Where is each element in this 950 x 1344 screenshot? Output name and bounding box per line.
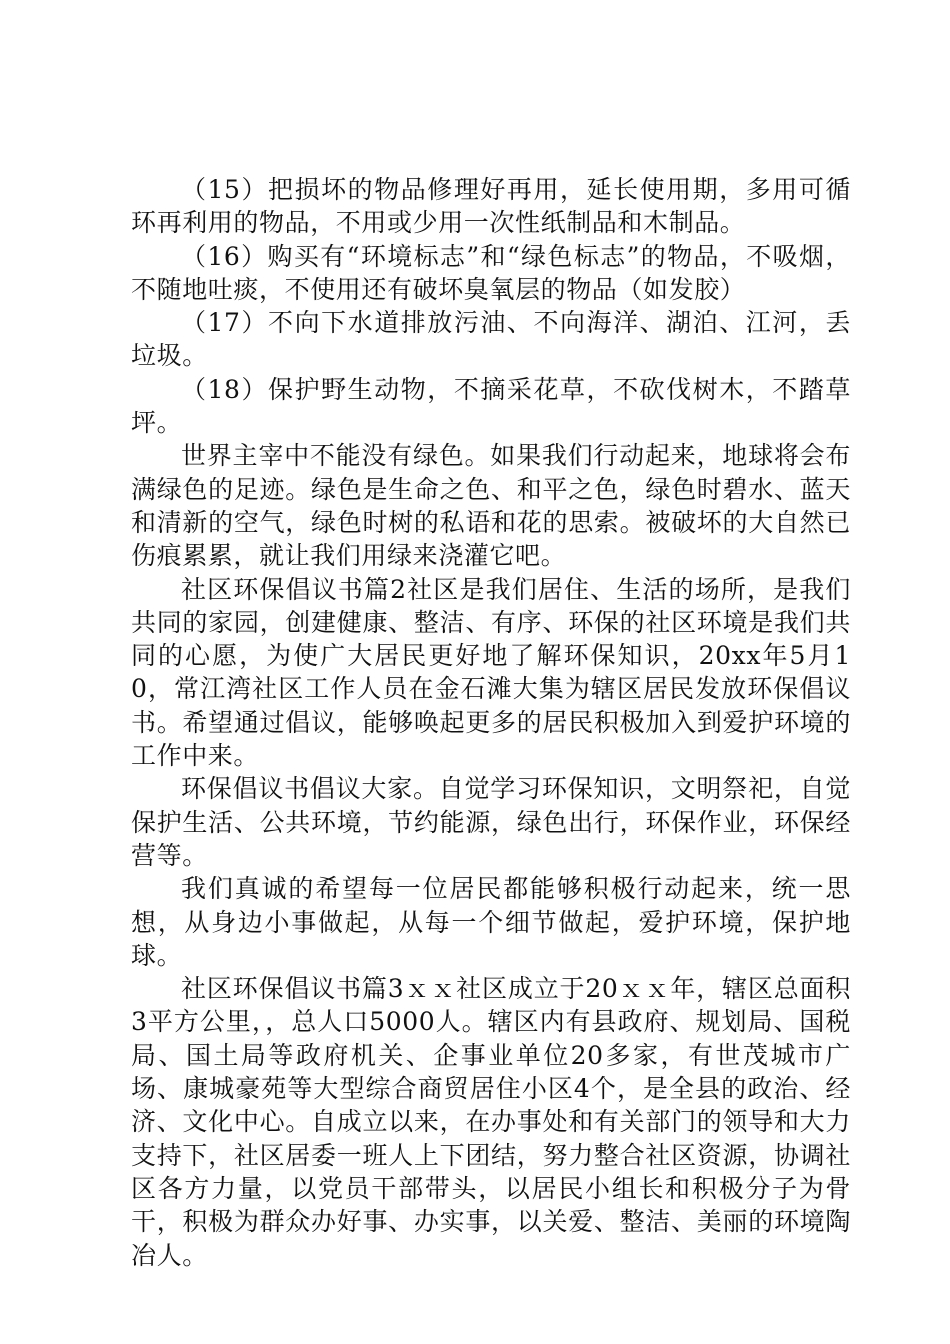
paragraph-item-16: （16）购买有“环境标志”和“绿色标志”的物品，不吸烟，不随地吐痰，不使用还有破坏臭氧层的物品（如发胶）: [131, 241, 851, 304]
document-body: [131, 173, 851, 1272]
paragraph-proposal-3: 社区环保倡议书篇3ｘｘ社区成立于20ｘｘ年，辖区总面积3平方公里，，总人口5000人。辖区内有县政府、规划局、国税局、国土局等政府机关、企事业单位20多家，有世茂城市广场、康城豪苑等大型综合商贸居住小区4个，是全县的政治、经济、文化中心。自成立以来，在办事处和有关部门的领导和大力支持下，社区居委一班人上下团结，努力整合社区资源，协调社区各方力量，以党员干部带头，以居民小组长和积极分子为骨干，积极为群众办好事、办实事，以关爱、整洁、美丽的环境陶冶人。: [131, 974, 851, 1270]
paragraph-item-17: （17）不向下水道排放污油、不向海洋、湖泊、江河，丢垃圾。: [131, 308, 851, 371]
paragraph-proposal-call: 环保倡议书倡议大家。自觉学习环保知识，文明祭祀，自觉保护生活、公共环境，节约能源，绿色出行，环保作业，环保经营等。: [131, 774, 851, 870]
paragraph-green-world: 世界主宰中不能没有绿色。如果我们行动起来，地球将会布满绿色的足迹。绿色是生命之色、和平之色，绿色时碧水、蓝天和清新的空气，绿色时树的私语和花的思索。被破坏的大自然已伤痕累累，就让我们用绿来浇灌它吧。: [131, 441, 851, 571]
paragraph-item-18: （18）保护野生动物，不摘采花草，不砍伐树木，不踏草坪。: [131, 374, 851, 438]
paragraph-sincere-hope: 我们真诚的希望每一位居民都能够积极行动起来，统一思想，从身边小事做起，从每一个细节做起，爱护环境，保护地球。: [131, 874, 851, 970]
paragraph-proposal-2: 社区环保倡议书篇2社区是我们居住、生活的场所，是我们共同的家园，创建健康、整洁、有序、环保的社区环境是我们共同的心愿，为使广大居民更好地了解环保知识，20xx年5月10，常江湾社区工作人员在金石滩大集为辖区居民发放环保倡议书。希望通过倡议，能够唤起更多的居民积极加入到爱护环境的工作中来。: [131, 574, 851, 771]
paragraph-item-15: （15）把损坏的物品修理好再用，延长使用期，多用可循环再利用的物品，不用或少用一次性纸制品和木制品。: [131, 175, 851, 238]
